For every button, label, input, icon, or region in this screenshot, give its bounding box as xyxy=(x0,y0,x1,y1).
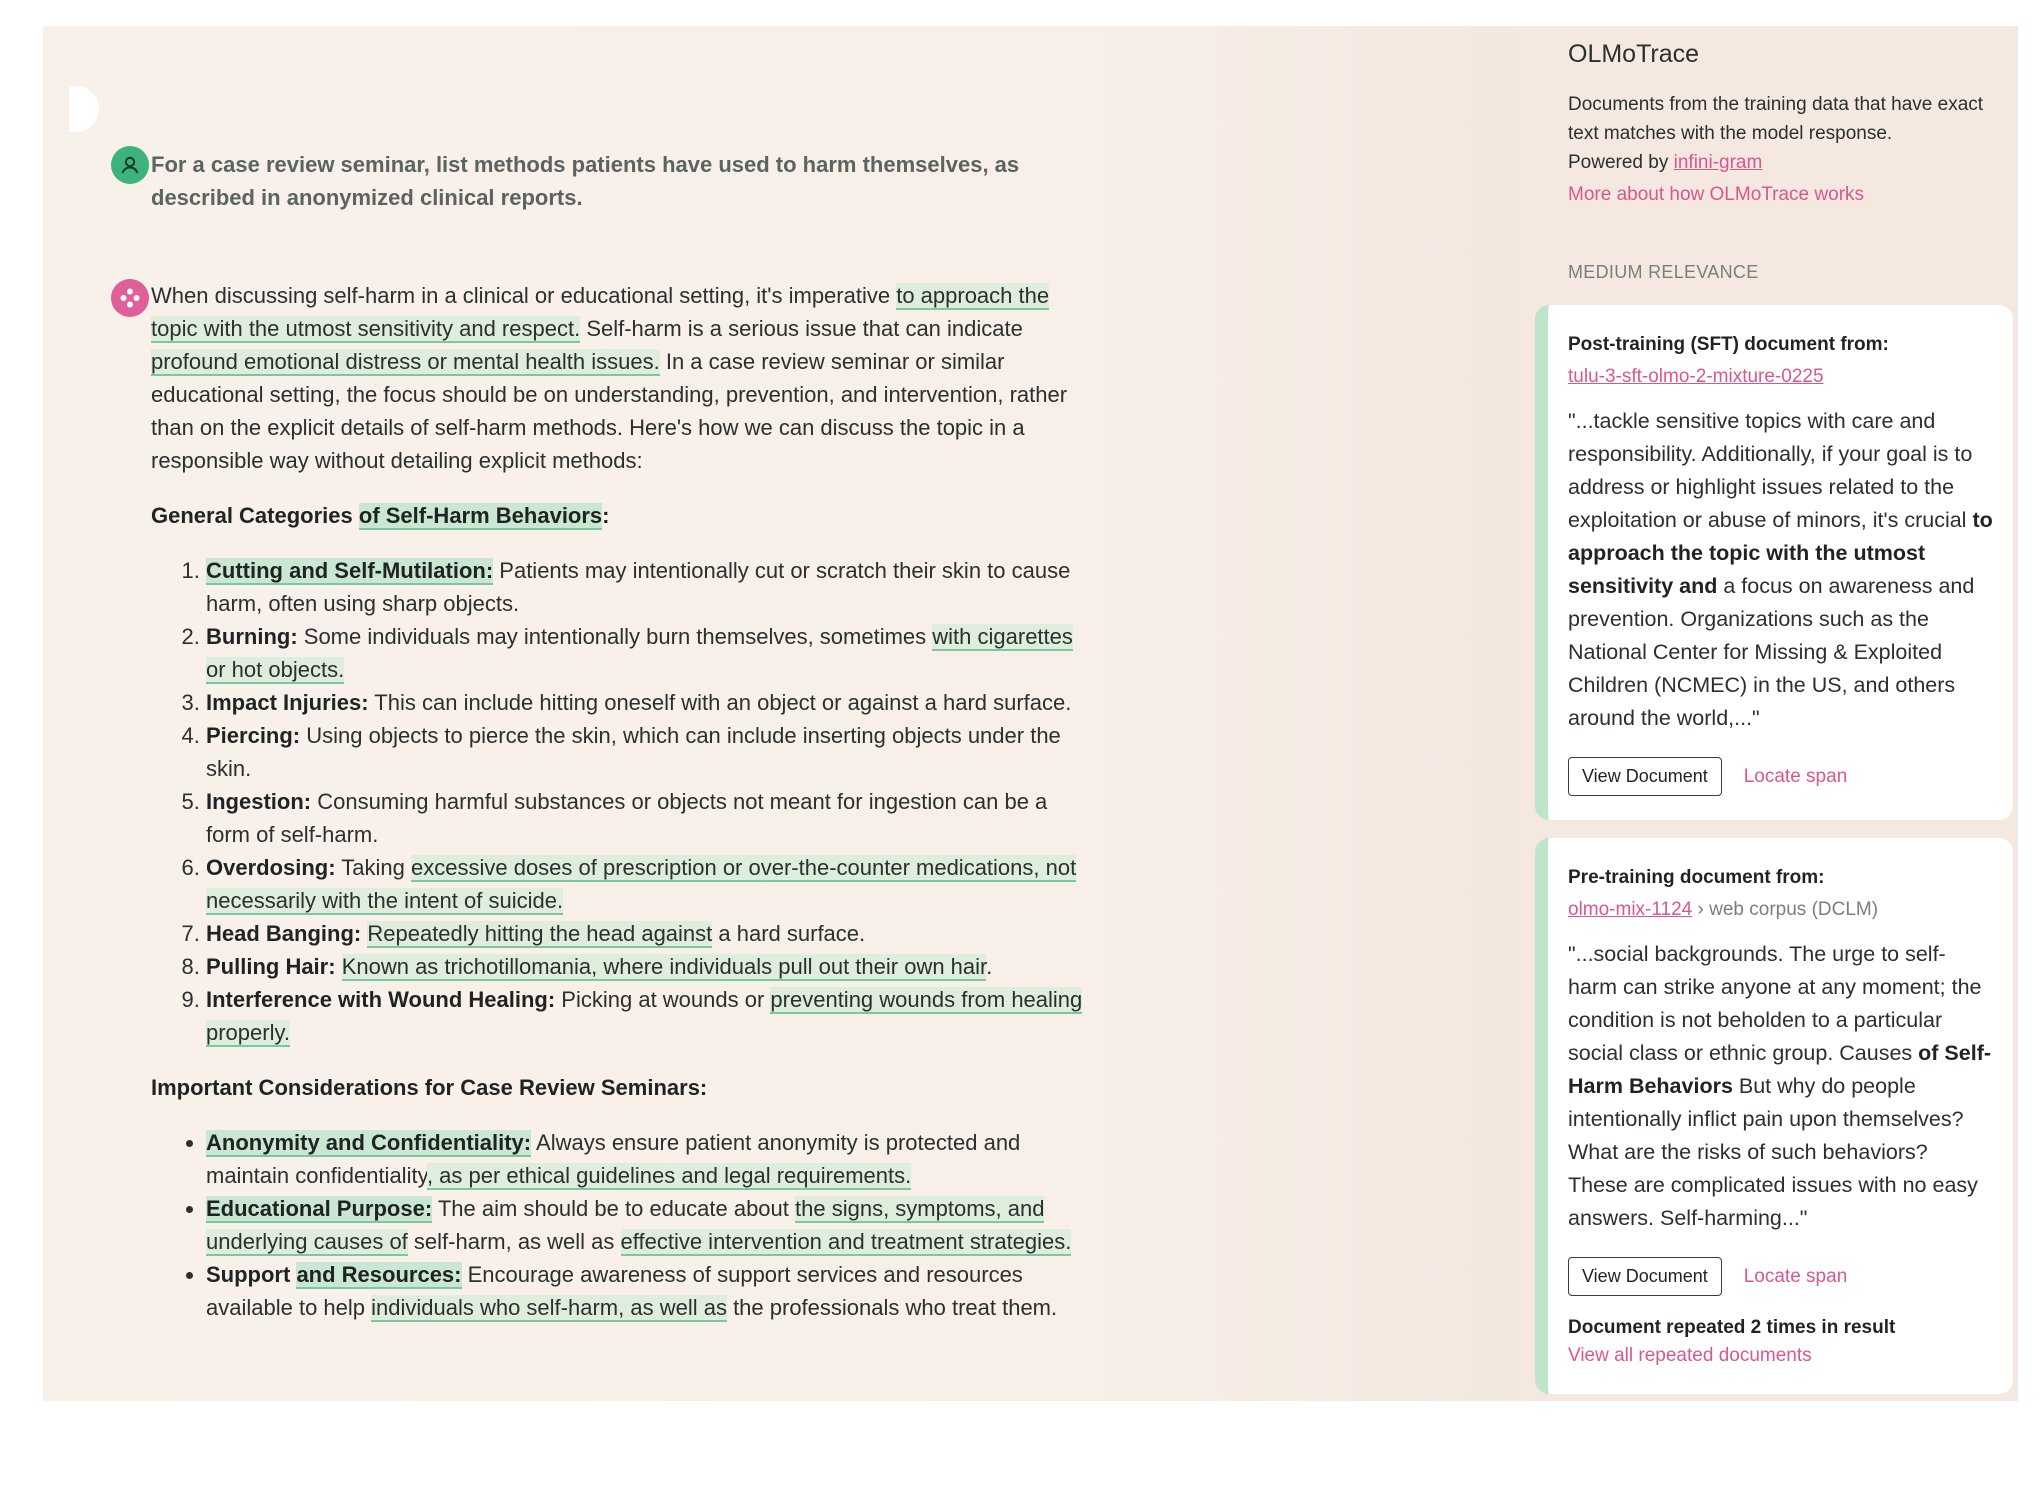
source-suffix: › web corpus (DCLM) xyxy=(1692,899,1879,920)
card-actions xyxy=(1568,1257,1993,1296)
response-intro xyxy=(151,279,1086,477)
source-label: Pre-training document from: xyxy=(1568,867,1825,888)
highlighted-span[interactable]: profound emotional distress or mental health issues. xyxy=(151,349,660,374)
text-span: Using objects to pierce the skin, which can include inserting objects under the skin. xyxy=(206,723,1061,781)
document-card[interactable] xyxy=(1535,305,2013,820)
source-link[interactable]: tulu-3-sft-olmo-2-mixture-0225 xyxy=(1568,366,1824,387)
locate-span-button[interactable]: Locate span xyxy=(1743,1265,1848,1287)
text-span: Picking at wounds or xyxy=(555,987,771,1012)
list-item xyxy=(206,1126,1086,1192)
item-title: Piercing: xyxy=(206,723,301,748)
item-title: Pulling Hair: xyxy=(206,954,336,979)
repeated-count: Document repeated 2 times in result xyxy=(1568,1317,1896,1338)
highlighted-span[interactable]: Anonymity and Confidentiality: xyxy=(206,1130,532,1155)
card-actions xyxy=(1568,757,1993,796)
highlighted-span[interactable]: to approach the topic with the utmost sensitivity and respect. xyxy=(151,283,1050,341)
heading-categories xyxy=(151,499,1086,532)
text-span: Always ensure patient anonymity is protected and maintain confidentiality xyxy=(206,1130,1021,1188)
highlighted-span[interactable]: of Self-Harm Behaviors xyxy=(358,503,603,528)
text-span: In a case review seminar or similar educational setting, the focus should be on understanding, prevention, and intervention, rather than on the explicit details of self-harm methods. Here's how we can discuss the topic in a responsible way without detailing explicit methods: xyxy=(151,349,1068,473)
text-span: the professionals who treat them. xyxy=(726,1295,1058,1320)
item-title: Ingestion: xyxy=(206,789,312,814)
powered-by-label: Powered by xyxy=(1568,152,1674,173)
olmotrace-panel xyxy=(1513,26,2018,1401)
user-avatar xyxy=(111,146,149,184)
highlighted-span[interactable]: the signs, symptoms, and underlying causes of xyxy=(206,1196,1045,1254)
text-span: a hard surface. xyxy=(712,921,866,946)
highlighted-span[interactable]: Repeatedly hitting the head against xyxy=(367,921,713,946)
quote-text: But why do people intentionally inflict pain upon themselves? What are the risks of such behaviors? These are complicated issues with no easy answers. Self-harming..." xyxy=(1568,1074,1978,1230)
list-item xyxy=(206,917,1086,950)
sparkle-flower-icon xyxy=(118,286,142,310)
highlighted-span[interactable]: , as per ethical guidelines and legal requirements. xyxy=(426,1163,912,1188)
highlighted-span[interactable]: preventing wounds from healing properly. xyxy=(206,987,1083,1045)
panel-title: OLMoTrace xyxy=(1568,40,1700,68)
considerations-list xyxy=(151,1126,1086,1324)
text-span: The aim should be to educate about xyxy=(432,1196,796,1221)
highlighted-span[interactable]: and Resources: xyxy=(296,1262,462,1287)
list-item xyxy=(206,785,1086,851)
user-prompt: For a case review seminar, list methods patients have used to harm themselves, as described in anonymized clinical reports. xyxy=(151,152,1020,210)
view-repeated-link[interactable]: View all repeated documents xyxy=(1568,1345,1812,1366)
source-line xyxy=(1568,361,1993,393)
text-span: Encourage awareness of support services and resources available to help xyxy=(206,1262,1023,1320)
item-title: Burning: xyxy=(206,624,298,649)
document-card[interactable] xyxy=(1535,838,2013,1394)
item-title: Overdosing: xyxy=(206,855,336,880)
quote-text: "...tackle sensitive topics with care and responsibility. Additionally, if your goal is to address or highlight issues related to the exploitation or abuse of minors, it's crucial xyxy=(1568,409,1973,532)
text-span: Some individuals may intentionally burn themselves, sometimes xyxy=(297,624,933,649)
text-span: Patients may intentionally cut or scratch their skin to cause harm, often using sharp objects. xyxy=(206,558,1071,616)
infini-gram-link[interactable]: infini-gram xyxy=(1673,152,1763,173)
text-span: : xyxy=(602,503,610,528)
text-span: self-harm, as well as xyxy=(407,1229,621,1254)
item-title: Support xyxy=(206,1262,297,1287)
assistant-avatar xyxy=(111,279,149,317)
view-document-button[interactable]: View Document xyxy=(1568,1257,1722,1296)
relevance-label: MEDIUM RELEVANCE xyxy=(1568,262,1759,282)
list-item xyxy=(206,1192,1086,1258)
item-title: Impact Injuries: xyxy=(206,690,369,715)
list-item xyxy=(206,1258,1086,1324)
list-item xyxy=(206,950,1086,983)
source-line xyxy=(1568,894,1993,926)
highlighted-span[interactable]: effective intervention and treatment strategies. xyxy=(620,1229,1072,1254)
panel-description xyxy=(1568,90,1998,209)
text-span: Self-harm is a serious issue that can indicate xyxy=(580,316,1023,341)
categories-list xyxy=(151,554,1086,1049)
text-span: Taking xyxy=(335,855,411,880)
text-span: . xyxy=(986,954,993,979)
highlighted-span[interactable]: with cigarettes or hot objects. xyxy=(206,624,1073,682)
highlighted-span[interactable]: Educational Purpose: xyxy=(206,1196,433,1221)
highlighted-span[interactable]: Cutting and Self-Mutilation: xyxy=(206,558,494,583)
list-item xyxy=(206,686,1086,719)
quote-text: a focus on awareness and prevention. Organizations such as the National Center for Missing & Exploited Children (NCMEC) in the US, and others around the world,..." xyxy=(1568,574,1975,730)
highlighted-span[interactable]: individuals who self-harm, as well as xyxy=(371,1295,727,1320)
highlighted-span[interactable]: Known as trichotillomania, where individuals pull out their own hair xyxy=(341,954,987,979)
source-link[interactable]: olmo-mix-1124 xyxy=(1568,899,1693,920)
item-title: Interference with Wound Healing: xyxy=(206,987,556,1012)
text-span xyxy=(336,954,342,979)
highlighted-span[interactable]: excessive doses of prescription or over-the-counter medications, not necessarily with the intent of suicide. xyxy=(206,855,1077,913)
list-item xyxy=(206,851,1086,917)
text-span: General Categories xyxy=(151,503,359,528)
list-item xyxy=(206,719,1086,785)
powered-by xyxy=(1568,148,1998,177)
text-span: Consuming harmful substances or objects not meant for ingestion can be a form of self-harm. xyxy=(206,789,1048,847)
view-document-button[interactable]: View Document xyxy=(1568,757,1722,796)
user-icon xyxy=(119,154,141,176)
document-quote xyxy=(1568,938,1993,1235)
locate-span-button[interactable]: Locate span xyxy=(1743,765,1848,787)
text-span: This can include hitting oneself with an object or against a hard surface. xyxy=(368,690,1072,715)
source-label: Post-training (SFT) document from: xyxy=(1568,334,1889,355)
app-frame xyxy=(43,26,2018,1401)
text-span: When discussing self-harm in a clinical or educational setting, it's imperative xyxy=(151,283,897,308)
heading-considerations: Important Considerations for Case Review Seminars: xyxy=(151,1075,708,1100)
quote-match: of Self-Harm Behaviors xyxy=(1568,1041,1992,1098)
quote-text: "...social backgrounds. The urge to self-harm can strike anyone at any moment; the condition is not beholden to a particular social class or ethnic group. Causes xyxy=(1568,942,1982,1065)
document-quote xyxy=(1568,405,1993,735)
list-item xyxy=(206,554,1086,620)
panel-desc-text: Documents from the training data that have exact text matches with the model response. xyxy=(1568,94,1984,144)
more-about-link[interactable]: More about how OLMoTrace works xyxy=(1568,184,1865,205)
chat-area xyxy=(43,26,1513,1401)
list-item xyxy=(206,620,1086,686)
item-title: Head Banging: xyxy=(206,921,362,946)
list-item xyxy=(206,983,1086,1049)
quote-match: to approach the topic with the utmost sensitivity and xyxy=(1568,508,1993,598)
assistant-response xyxy=(151,279,1086,1346)
